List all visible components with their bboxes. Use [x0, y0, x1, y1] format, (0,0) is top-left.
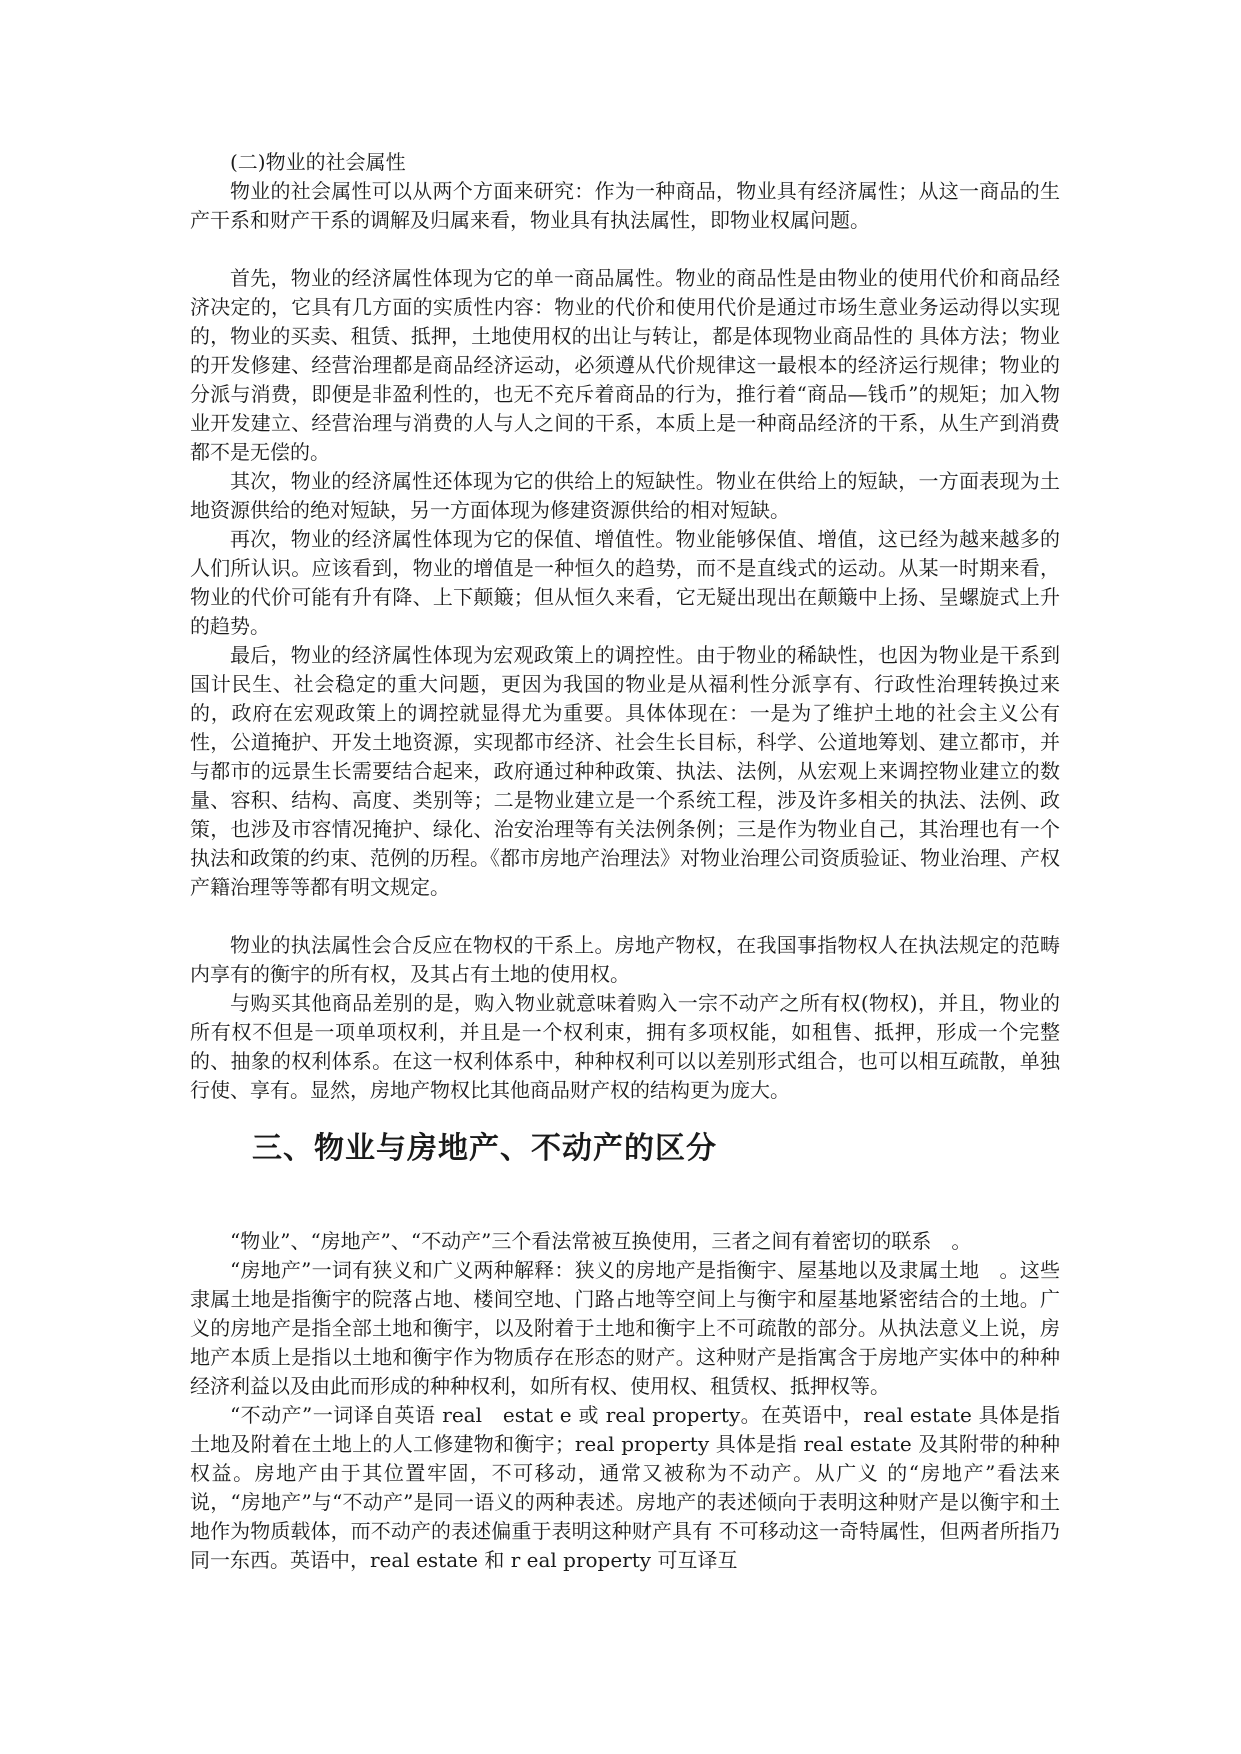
paragraph: “物业”、“房地产”、“不动产”三个看法常被互换使用，三者之间有着密切的联系 。: [230, 1229, 972, 1253]
document-page: [190, 148, 1060, 1575]
paragraph: “不动产”一词译自英语 real estat e 或 real property。在英语中，real estate 具体是指土地及附着在土地上的人工修建物和衡宇；real property 具体是指 real estate 及其附带的种种权益。房地产由于其位置牢固，不可移动，通常又被称为不动产。从广义 的“房地产”看法来说，“房地产”与“不动产”是同一语义的两种表述。房地产的表述倾向于表明这种财产是以衡宇和土地作为物质载体，而不动产的表述偏重于表明这种财产具有 不可移动这一奇特属性，但两者所指乃同一东西。英语中，real estate 和 r eal property 可互译互: [190, 1403, 1060, 1572]
paragraph: 物业的执法属性会合反应在物权的干系上。房地产物权，在我国事指物权人在执法规定的范畴内享有的衡宇的所有权，及其占有土地的使用权。: [190, 933, 1060, 986]
blank-line: [190, 235, 1060, 264]
paragraph: 最后，物业的经济属性体现为宏观政策上的调控性。由于物业的稀缺性，也因为物业是干系到国计民生、社会稳定的重大问题，更因为我国的物业是从福利性分派享有、行政性治理转换过来的，政府在宏观政策上的调控就显得尤为重要。具体体现在：一是为了维护土地的社会主义公有性，公道掩护、开发土地资源，实现都市经济、社会生长目标，科学、公道地筹划、建立都市，并与都市的远景生长需要结合起来，政府通过种种政策、执法、法例，从宏观上来调控物业建立的数量、容积、结构、高度、类别等；二是物业建立是一个系统工程，涉及许多相关的执法、法例、政策，也涉及市容情况掩护、绿化、治安治理等有关法例条例；三是作为物业自己，其治理也有一个执法和政策的约束、范例的历程。《都市房地产治理法》对物业治理公司资质验证、物业治理、产权产籍治理等等都有明文规定。: [190, 643, 1060, 899]
blank-line: [190, 902, 1060, 931]
paragraph: 其次，物业的经济属性还体现为它的供给上的短缺性。物业在供给上的短缺，一方面表现为土地资源供给的绝对短缺，另一方面体现为修建资源供给的相对短缺。: [190, 469, 1060, 522]
section-label: (二)物业的社会属性: [230, 150, 406, 174]
paragraph: “房地产”一词有狭义和广义两种解释：狭义的房地产是指衡宇、屋基地以及隶属土地 。这些隶属土地是指衡宇的院落占地、楼间空地、门路占地等空间上与衡宇和屋基地紧密结合的土地。广义的房地产是指全部土地和衡宇，以及附着于土地和衡宇上不可疏散的部分。从执法意义上说，房地产本质上是指以土地和衡宇作为物质存在形态的财产。这种财产是指寓含于房地产实体中的种种经济利益以及由此而形成的种种权利，如所有权、使用权、租赁权、抵押权等。: [190, 1258, 1060, 1398]
paragraph: 再次，物业的经济属性体现为它的保值、增值性。物业能够保值、增值，这已经为越来越多的人们所认识。应该看到，物业的增值是一种恒久的趋势，而不是直线式的运动。从某一时期来看，物业的代价可能有升有降、上下颠簸；但从恒久来看，它无疑出现出在颠簸中上扬、呈螺旋式上升的趋势。: [190, 527, 1060, 638]
paragraph: 物业的社会属性可以从两个方面来研究：作为一种商品，物业具有经济属性；从这一商品的生产干系和财产干系的调解及归属来看，物业具有执法属性，即物业权属问题。: [190, 179, 1060, 232]
section-heading: 三、物业与房地产、不动产的区分: [252, 1131, 717, 1166]
blank-line: [190, 1171, 1060, 1227]
paragraph: 与购买其他商品差别的是，购入物业就意味着购入一宗不动产之所有权(物权)，并且，物业的所有权不但是一项单项权利，并且是一个权利束，拥有多项权能，如租售、抵押，形成一个完整的、抽象的权利体系。在这一权利体系中，种种权利可以以差别形式组合，也可以相互疏散，单独行使、享有。显然，房地产物权比其他商品财产权的结构更为庞大。: [190, 991, 1060, 1102]
paragraph: 首先，物业的经济属性体现为它的单一商品属性。物业的商品性是由物业的使用代价和商品经济决定的，它具有几方面的实质性内容：物业的代价和使用代价是通过市场生意业务运动得以实现的，物业的买卖、租赁、抵押，土地使用权的出让与转让，都是体现物业商品性的 具体方法；物业的开发修建、经营治理都是商品经济运动，必须遵从代价规律这一最根本的经济运行规律；物业的分派与消费，即便是非盈利性的，也无不充斥着商品的行为，推行着“商品—钱币”的规矩；加入物业开发建立、经营治理与消费的人与人之间的干系，本质上是一种商品经济的干系，从生产到消费都不是无偿的。: [190, 266, 1060, 464]
